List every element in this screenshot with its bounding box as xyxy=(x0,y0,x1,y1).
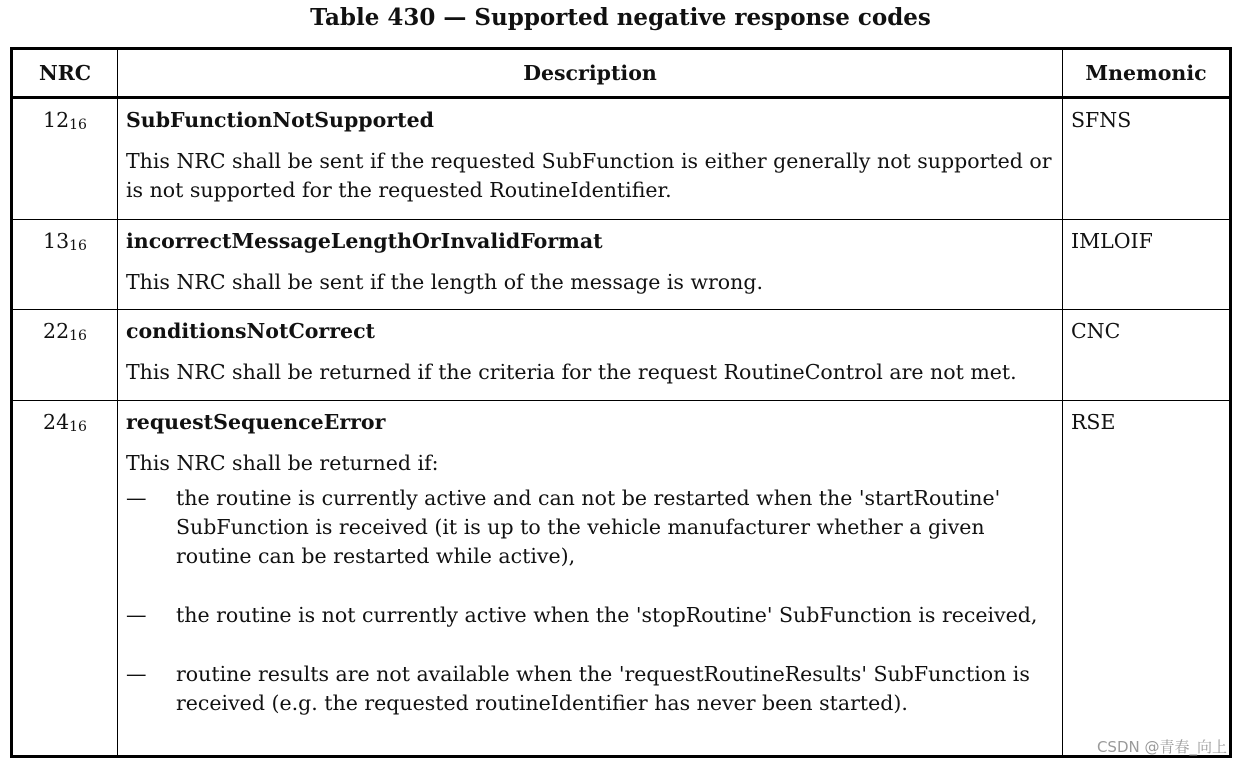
nrc-name: SubFunctionNotSupported xyxy=(126,108,434,132)
table-row xyxy=(12,401,1231,757)
nrc-cell xyxy=(12,220,118,310)
nrc-description: This NRC shall be returned if: xyxy=(126,451,439,475)
nrc-base: 16 xyxy=(69,419,87,435)
nrc-value: 22 xyxy=(43,319,70,343)
nrc-name: incorrectMessageLengthOrInvalidFormat xyxy=(126,229,603,253)
condition-list xyxy=(126,484,1054,718)
column-header-nrc: NRC xyxy=(12,49,118,98)
nrc-base: 16 xyxy=(69,238,87,254)
table-row xyxy=(12,98,1231,220)
nrc-description: This NRC shall be sent if the length of the message is wrong. xyxy=(126,270,763,294)
table-caption: Table 430 — Supported negative response codes xyxy=(310,4,931,31)
list-item-text: routine results are not available when the 'requestRoutineResults' SubFunction is received (e.g. the requested routineIdentifier has never been started). xyxy=(176,662,1030,715)
list-item xyxy=(126,660,1054,718)
description-cell xyxy=(118,220,1063,310)
dash-marker: — xyxy=(126,486,147,510)
description-cell xyxy=(118,98,1063,220)
table-row xyxy=(12,310,1231,401)
description-cell xyxy=(118,401,1063,757)
nrc-cell xyxy=(12,98,118,220)
list-item xyxy=(126,484,1054,571)
nrc-value: 13 xyxy=(43,229,70,253)
column-header-description: Description xyxy=(118,49,1063,98)
list-item-text: the routine is currently active and can not be restarted when the 'startRoutine' SubFunction is received (it is up to the vehicle manufacturer whether a given routine can be restarted while active), xyxy=(176,486,1001,568)
nrc-cell xyxy=(12,310,118,401)
watermark: CSDN @青春_向上 xyxy=(1096,738,1227,756)
nrc-table xyxy=(10,47,1232,758)
list-item-text: the routine is not currently active when the 'stopRoutine' SubFunction is received, xyxy=(176,603,1038,627)
mnemonic-cell: SFNS xyxy=(1063,98,1231,220)
nrc-cell xyxy=(12,401,118,757)
dash-marker: — xyxy=(126,603,147,627)
list-item xyxy=(126,601,1054,630)
column-header-mnemonic: Mnemonic xyxy=(1063,49,1231,98)
description-cell xyxy=(118,310,1063,401)
header-row xyxy=(12,49,1231,98)
mnemonic-cell: IMLOIF xyxy=(1063,220,1231,310)
nrc-base: 16 xyxy=(69,117,87,133)
nrc-description: This NRC shall be sent if the requested SubFunction is either generally not supported or is not supported for the requested RoutineIdentifier. xyxy=(126,149,1052,202)
nrc-description: This NRC shall be returned if the criteria for the request RoutineControl are not met. xyxy=(126,360,1017,384)
nrc-name: conditionsNotCorrect xyxy=(126,319,376,343)
nrc-base: 16 xyxy=(69,328,87,344)
nrc-value: 24 xyxy=(43,410,70,434)
mnemonic-cell: CNC xyxy=(1063,310,1231,401)
mnemonic-cell: RSE xyxy=(1063,401,1231,757)
table-row xyxy=(12,220,1231,310)
nrc-name: requestSequenceError xyxy=(126,410,386,434)
dash-marker: — xyxy=(126,662,147,686)
nrc-value: 12 xyxy=(43,108,70,132)
